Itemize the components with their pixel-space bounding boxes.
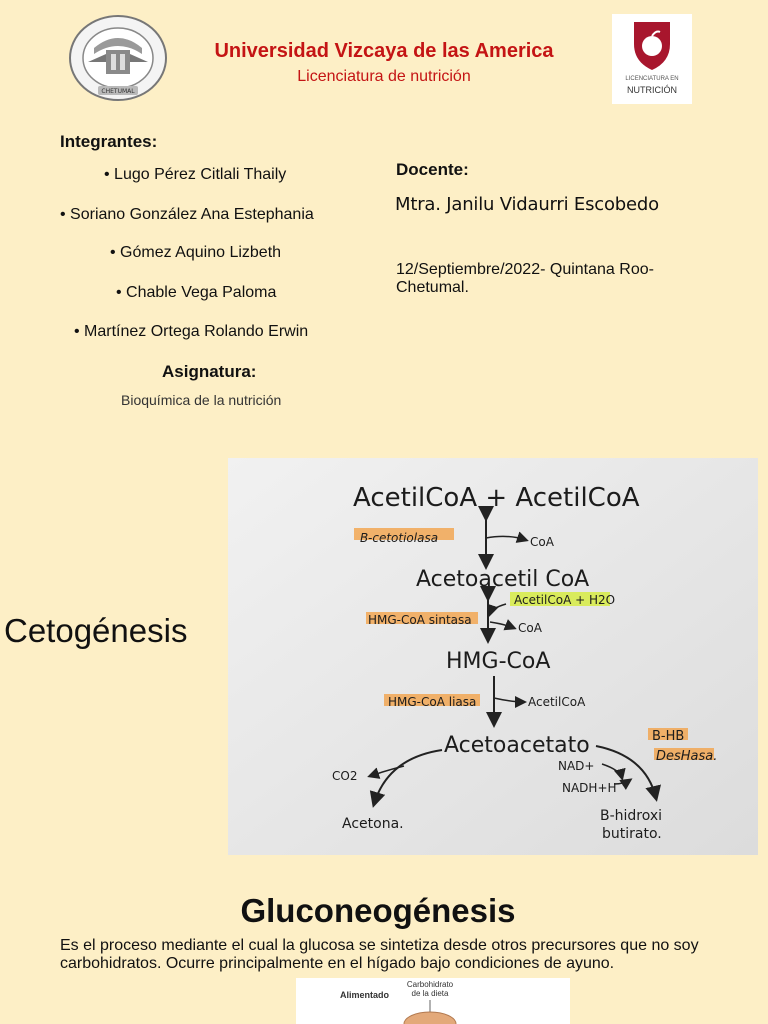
enzyme-bhb-line1: B-HB	[652, 729, 685, 744]
member-name: Chable Vega Paloma	[126, 284, 277, 301]
teacher-name: Mtra. Janilu Vidaurri Escobedo	[395, 194, 659, 215]
logo-word: NUTRICIÓN	[627, 85, 677, 95]
member-item: • Gómez Aquino Lizbeth	[110, 244, 282, 261]
seal-city-text: CHETUMAL	[101, 88, 135, 95]
date-place: 12/Septiembre/2022- Quintana Roo- Chetumal.	[396, 261, 654, 296]
member-item: • Martínez Ortega Rolando Erwin	[74, 323, 309, 340]
member-item: • Chable Vega Paloma	[116, 284, 277, 301]
shield-apple-icon	[612, 14, 692, 74]
gluconeogenesis-text: Es el proceso mediante el cual la glucosa se sintetiza desde otros precursores que no soy carbohidratos. Ocurre principalmente en el hígado bajo condiciones de ayuno.	[60, 937, 699, 972]
enzyme-beta-cetotiolasa: B-cetotiolasa	[360, 531, 439, 545]
bhb-line2: butirato.	[602, 826, 662, 842]
program-subtitle: Licenciatura de nutrición	[297, 68, 471, 85]
figure-label: Alimentado	[340, 990, 390, 1000]
coa-label-2: CoA	[518, 621, 542, 635]
cetogenesis-title: Cetogénesis	[4, 612, 188, 649]
subject-name: Bioquímica de la nutrición	[121, 392, 282, 408]
member-name: Soriano González Ana Estephania	[70, 206, 314, 223]
acetona: Acetona.	[342, 816, 404, 832]
member-item: • Lugo Pérez Citlali Thaily	[104, 166, 287, 183]
acetoacetato: Acetoacetato	[444, 733, 590, 758]
university-title: Universidad Vizcaya de las America	[214, 40, 554, 62]
teacher-heading: Docente:	[396, 160, 469, 179]
enzyme-bhb-line2: DesHasa.	[656, 749, 718, 764]
enzyme-hmg-coa-sintasa: HMG-CoA sintasa	[368, 613, 472, 627]
hmg-coa: HMG-CoA	[446, 649, 551, 674]
member-item: • Soriano González Ana Estephania	[60, 206, 314, 223]
nadh-label: NADH+H	[562, 781, 617, 795]
gluconeogenesis-figure	[296, 978, 570, 1024]
acetil-coa-output: AcetilCoA	[528, 695, 586, 709]
figure-caption: Carbohidrato de la dieta	[406, 980, 454, 998]
coa-label-1: CoA	[530, 535, 554, 549]
cetogenesis-diagram	[228, 458, 758, 855]
gluconeogenesis-title: Gluconeogénesis	[240, 892, 516, 929]
member-name: Gómez Aquino Lizbeth	[120, 244, 282, 261]
subject-heading: Asignatura:	[162, 362, 257, 381]
acetil-coa-h2o: AcetilCoA + H2O	[514, 593, 616, 607]
members-heading: Integrantes:	[60, 132, 158, 151]
member-name: Lugo Pérez Citlali Thaily	[114, 166, 287, 183]
acetoacetil-coa: Acetoacetil CoA	[416, 567, 590, 592]
member-name: Martínez Ortega Rolando Erwin	[84, 323, 309, 340]
enzyme-hmg-coa-liasa: HMG-CoA liasa	[388, 695, 477, 709]
liver-icon	[296, 978, 570, 1024]
acetil-coa-pair: AcetilCoA + AcetilCoA	[353, 483, 640, 513]
nad-label: NAD+	[558, 759, 595, 773]
bhb-line1: B-hidroxi	[600, 808, 663, 824]
logo-caption: LICENCIATURA EN	[625, 76, 679, 82]
co2-label: CO2	[332, 769, 358, 783]
